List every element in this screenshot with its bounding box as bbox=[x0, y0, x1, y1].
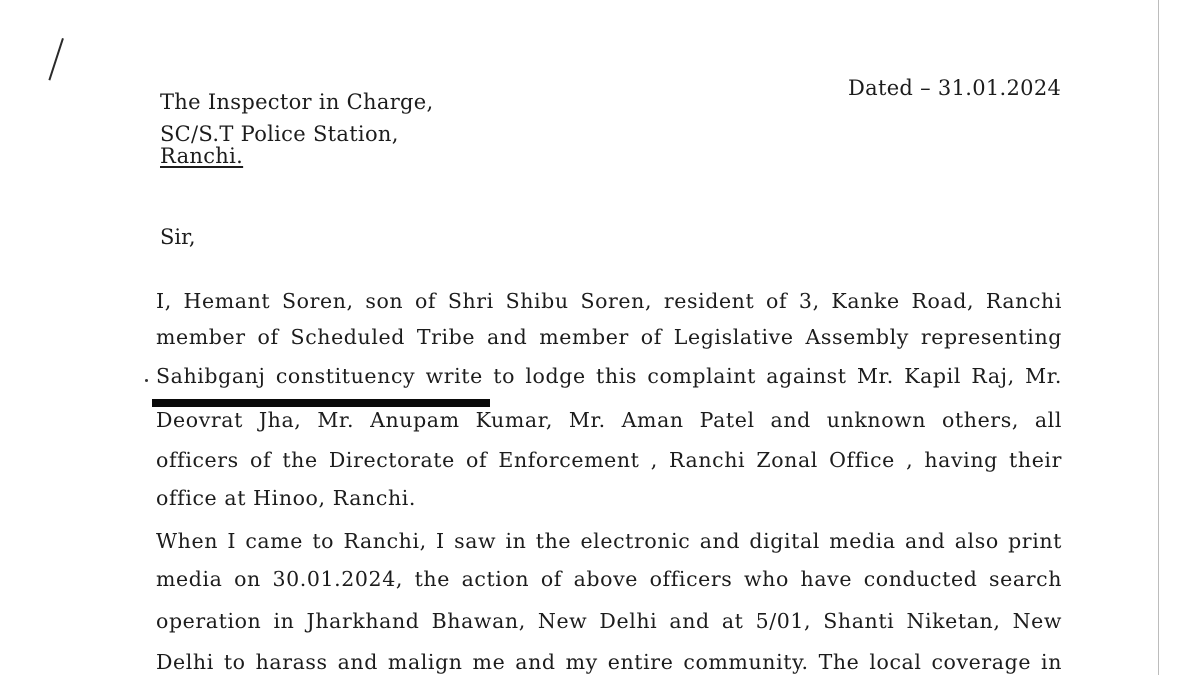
addressee-line-2: SC/S.T Police Station, bbox=[160, 122, 399, 146]
letter-date: Dated – 31.01.2024 bbox=[848, 76, 1062, 100]
paragraph1-line: officers of the Directorate of Enforcement , Ranchi Zonal Office , having their bbox=[156, 448, 1062, 472]
paragraph1-line: Deovrat Jha, Mr. Anupam Kumar, Mr. Aman Patel and unknown others, all bbox=[156, 408, 1062, 432]
paragraph2-line: Delhi to harass and malign me and my entire community. The local coverage in bbox=[156, 650, 1062, 674]
ink-dot bbox=[145, 379, 148, 382]
paragraph1-line: member of Scheduled Tribe and member of Legislative Assembly representing bbox=[156, 325, 1062, 349]
paragraph2-line: When I came to Ranchi, I saw in the electronic and digital media and also print bbox=[156, 529, 1062, 553]
paragraph2-line: operation in Jharkhand Bhawan, New Delhi and at 5/01, Shanti Niketan, New bbox=[156, 609, 1062, 633]
paragraph1-line: I, Hemant Soren, son of Shri Shibu Soren, resident of 3, Kanke Road, Ranchi bbox=[156, 289, 1062, 313]
paragraph1-line: office at Hinoo, Ranchi. bbox=[156, 486, 417, 510]
paragraph1-line: Sahibganj constituency write to lodge this complaint against Mr. Kapil Raj, Mr. bbox=[156, 364, 1062, 388]
pen-mark bbox=[48, 38, 63, 80]
addressee-line-1: The Inspector in Charge, bbox=[160, 90, 434, 114]
addressee-line-3: Ranchi. bbox=[160, 144, 244, 168]
paragraph2-line: media on 30.01.2024, the action of above officers who have conducted search bbox=[156, 567, 1062, 591]
salutation: Sir, bbox=[160, 225, 196, 249]
page-edge bbox=[1158, 0, 1159, 675]
